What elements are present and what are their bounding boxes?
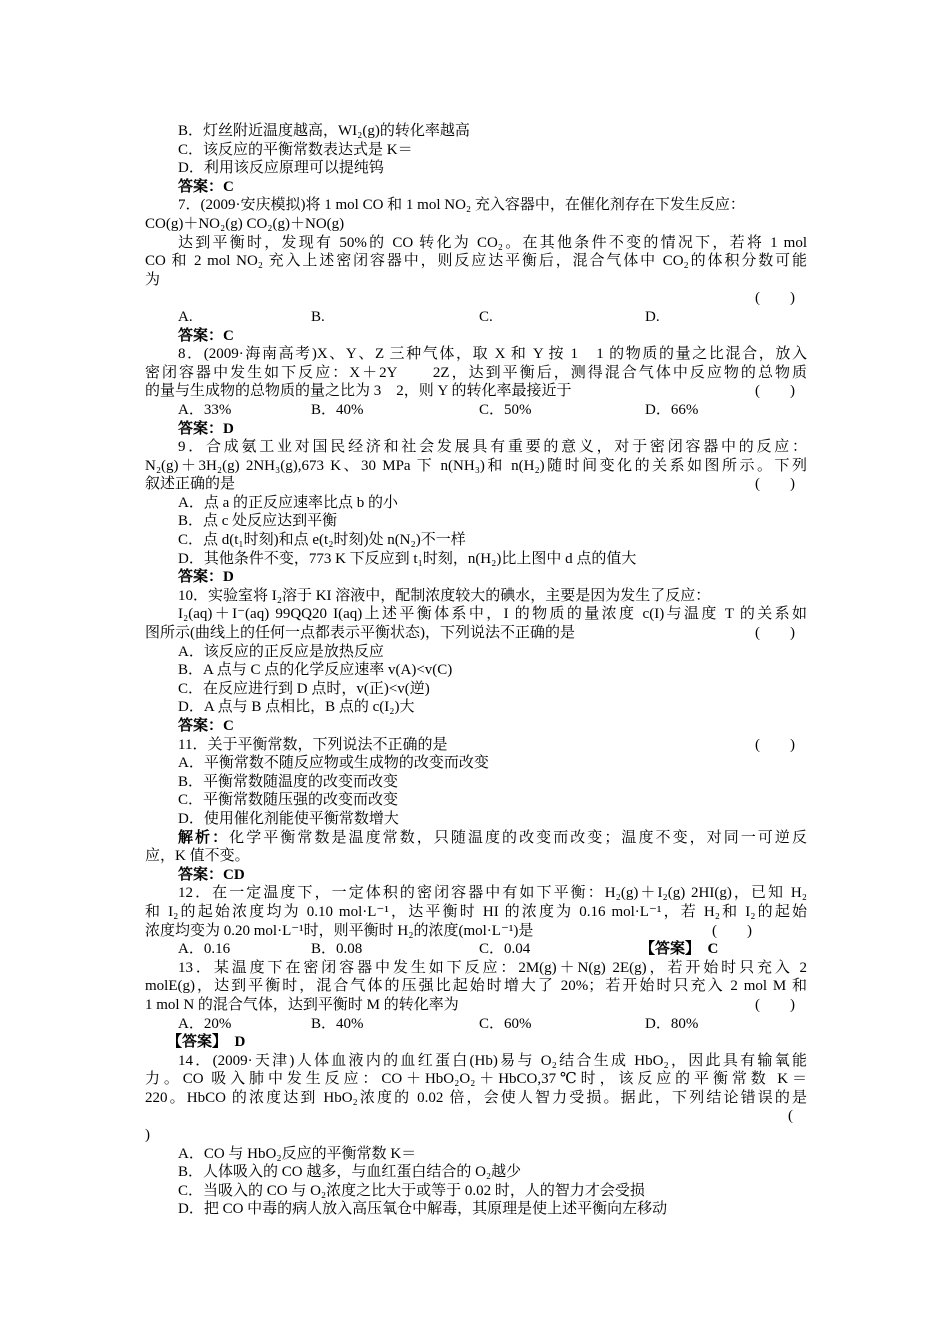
question-9-line: 9．合成氨工业对国民经济和社会发展具有重要的意义，对于密闭容器中的反应： (178, 439, 807, 456)
question-13-line: 13．某温度下在密闭容器中发生如下反应：2M(g)＋N(g) 2E(g)，若开始时只充入 2 (178, 959, 807, 976)
text-content: 的量与生成物的总物质的量之比为 3 2，则 Y 的转化率最接近于 (145, 383, 572, 400)
answer-paren: ( ) (755, 476, 795, 493)
options-row (145, 308, 807, 327)
text-line: N₂(g)＋3H₂(g) 2NH₃(g),673 K、30 MPa 下 n(NH₃)和 n(H₂)随时间变化的关系如图所示。下列 (145, 457, 807, 474)
option-line: C．当吸入的 CO 与 O₂浓度之比大于或等于 0.02 时，人的智力才会受损 (178, 1182, 645, 1199)
paren-line (145, 1107, 807, 1126)
option-line: A．CO 与 HbO₂反应的平衡常数 K＝ (178, 1145, 417, 1162)
option-line: B．人体吸入的 CO 越多，与血红蛋白结合的 O₂越少 (178, 1164, 522, 1181)
answer-line: 答案：C (178, 178, 234, 195)
paren-line: ) (145, 1127, 150, 1144)
answer-paren: ( ) (755, 996, 795, 1013)
option-d: D．80% (645, 1015, 699, 1032)
text-line: 密闭容器中发生如下反应：X＋2Y 2Z，达到平衡后，测得混合气体中反应物的总物质 (145, 364, 807, 381)
text-content: 图所示(曲线上的任何一点都表示平衡状态)，下列说法不正确的是 (145, 625, 575, 642)
text-line: CO 和 2 mol NO₂ 充入上述密闭容器中，则反应达平衡后，混合气体中 CO₂的体积分数可能 (145, 253, 807, 270)
text-line: 应，K 值不变。 (145, 848, 250, 865)
option-line: D．把 CO 中毒的病人放入高压氧仓中解毒，其原理是使上述平衡向左移动 (178, 1201, 668, 1218)
option-a: A. (178, 308, 193, 325)
text-content: 浓度均变为 0.20 mol·L⁻¹时，则平衡时 H₂的浓度(mol·L⁻¹)是 (145, 922, 534, 939)
text-line: I₂(aq)＋I⁻(aq) 99QQ20 I(aq)上述平衡体系中，I 的物质的量浓度 c(I)与温度 T 的关系如 (178, 606, 807, 623)
option-c: C. (479, 308, 493, 325)
option-line: C．平衡常数随压强的改变而改变 (178, 792, 399, 809)
option-line: C．在反应进行到 D 点时，v(正)<v(逆) (178, 680, 430, 697)
answer-text: 【答案】 D (167, 1034, 246, 1051)
analysis-text: 化学平衡常数是温度常数，只随温度的改变而改变；温度不变，对同一可逆反 (229, 829, 807, 846)
question-11-line (145, 736, 807, 755)
option-line: D．利用该反应原理可以提纯钨 (178, 160, 384, 177)
answer-line: 答案：D (178, 569, 234, 586)
document-body (145, 122, 807, 1219)
options-row (145, 401, 807, 420)
answer-paren: ( ) (755, 736, 795, 753)
option-a: A．0.16 (178, 941, 231, 958)
option-d: D. (645, 308, 660, 325)
option-d: D．66% (645, 401, 699, 418)
text-line: molE(g)，达到平衡时，混合气体的压强比起始时增大了 20%；若开始时只充入 2 mol M 和 (145, 978, 807, 995)
option-line: A．点 a 的正反应速率比点 b 的小 (178, 494, 398, 511)
option-a: A．20% (178, 1015, 232, 1032)
option-line: D．使用催化剂能使平衡常数增大 (178, 810, 399, 827)
option-b: B．40% (311, 401, 364, 418)
text-line: 达到平衡时，发现有 50%的 CO 转化为 CO₂。在其他条件不变的情况下，若将 1 mol (178, 234, 807, 251)
question-10-line: 10．实验室将 I₂溶于 KI 溶液中，配制浓度较大的碘水，主要是因为发生了反应： (178, 587, 711, 604)
inline-answer: 【答案】 C (640, 941, 719, 958)
text-content: 叙述正确的是 (145, 476, 236, 493)
text-line: 为 (145, 271, 161, 288)
answer-paren: ( ) (755, 290, 795, 307)
text-line (145, 382, 807, 401)
option-c: C．50% (479, 401, 532, 418)
text-line: 力。CO 吸入肺中发生反应：CO＋HbO₂O₂＋HbCO,37℃时，该反应的平衡常数 K＝ (145, 1071, 807, 1088)
option-line: B．A 点与 C 点的化学反应速率 v(A)<v(C) (178, 662, 453, 679)
question-8-line: 8．(2009·海南高考)X、Y、Z 三种气体，取 X 和 Y 按 1 1 的物质的量之比混合，放入 (178, 346, 807, 363)
answer-paren: ( ) (712, 922, 752, 939)
analysis-label: 解析： (178, 829, 230, 846)
option-line: C．点 d(t₁时刻)和点 e(t₂时刻)处 n(N₂)不一样 (178, 532, 466, 549)
options-row (145, 940, 807, 959)
question-7-line: 7．(2009·安庆模拟)将 1 mol CO 和 1 mol NO₂ 充入容器中，在催化剂存在下发生反应： (178, 197, 745, 214)
option-b: B．40% (311, 1015, 364, 1032)
option-b: B．0.08 (311, 941, 363, 958)
option-line: B．平衡常数随温度的改变而改变 (178, 773, 399, 790)
paren-line (145, 289, 807, 308)
option-a: A．33% (178, 401, 232, 418)
answer-line (145, 1033, 807, 1052)
question-12-line: 12．在一定温度下，一定体积的密闭容器中有如下平衡：H₂(g)＋I₂(g) 2HI(g)，已知 H₂ (178, 885, 807, 902)
option-line: D．其他条件不变，773 K 下反应到 t₁时刻，n(H₂)比上图中 d 点的值大 (178, 550, 637, 567)
analysis-line (145, 829, 807, 848)
option-line: C．该反应的平衡常数表达式是 K＝ (178, 141, 413, 158)
option-line: B．点 c 处反应达到平衡 (178, 513, 338, 530)
option-c: C．0.04 (479, 941, 531, 958)
options-row (145, 1015, 807, 1034)
option-c: C．60% (479, 1015, 532, 1032)
answer-line: 答案：D (178, 420, 234, 437)
text-line (145, 922, 807, 941)
option-line: D．A 点与 B 点相比，B 点的 c(I₂)大 (178, 699, 415, 716)
answer-line: 答案：C (178, 718, 234, 734)
text-line (145, 475, 807, 494)
text-line: 和 I₂的起始浓度均为 0.10 mol·L⁻¹，达平衡时 HI 的浓度为 0.16 mol·L⁻¹，若 H₂和 I₂的起始 (145, 903, 807, 920)
text-content: 1 mol N 的混合气体，达到平衡时 M 的转化率为 (145, 996, 459, 1013)
answer-paren: ( ) (755, 383, 795, 400)
text-line: 220。HbCO 的浓度达到 HbO₂浓度的 0.02 倍，会使人智力受损。据此，下列结论错误的是 (145, 1089, 807, 1106)
text-line (145, 624, 807, 643)
answer-paren: ( (788, 1108, 793, 1125)
option-line: B．灯丝附近温度越高，WI₂(g)的转化率越高 (178, 123, 470, 139)
answer-line: 答案：CD (178, 866, 245, 883)
option-b: B. (311, 308, 325, 325)
option-line: A．平衡常数不随反应物或生成物的改变而改变 (178, 755, 489, 772)
text-content: 11．关于平衡常数，下列说法不正确的是 (178, 736, 448, 753)
equation-line: CO(g)＋NO₂(g) CO₂(g)＋NO(g) (145, 215, 345, 232)
answer-line: 答案：C (178, 327, 234, 344)
answer-paren: ( ) (755, 625, 795, 642)
question-14-line: 14．(2009·天津)人体血液内的血红蛋白(Hb)易与 O₂结合生成 HbO₂，因此具有输氧能 (178, 1052, 807, 1069)
text-line (145, 996, 807, 1015)
option-line: A．该反应的正反应是放热反应 (178, 643, 384, 660)
